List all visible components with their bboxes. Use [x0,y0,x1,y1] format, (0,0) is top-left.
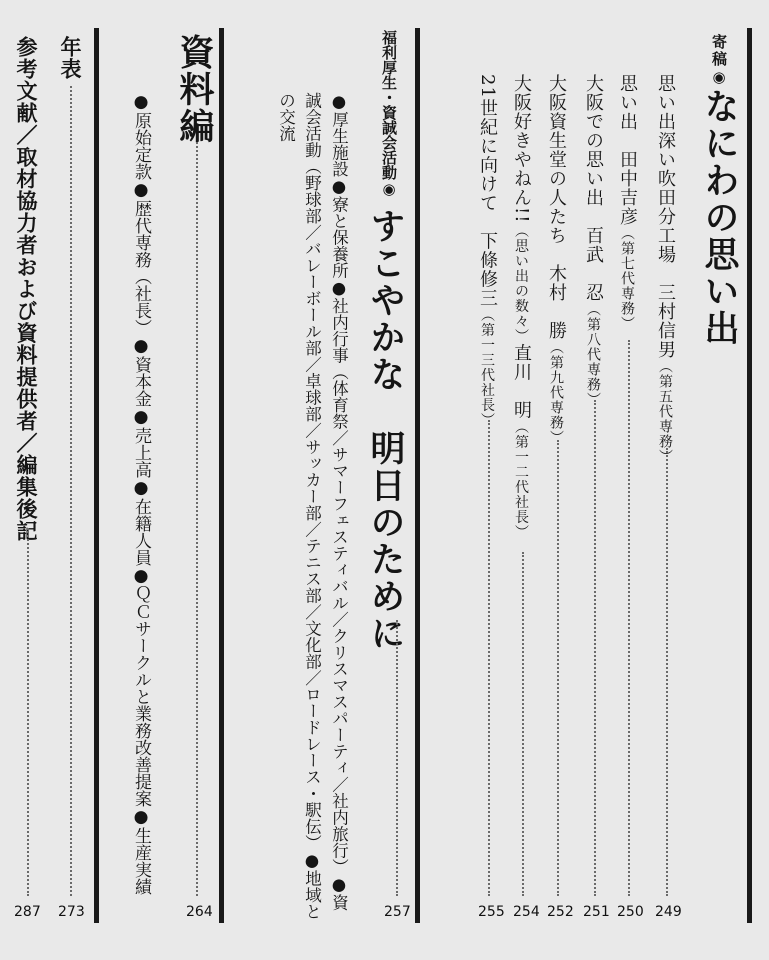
leader-dots-sanko [27,528,29,896]
toc-entry-4[interactable]: 大阪資生堂の人たち 木村 勝（第九代専務） [546,74,567,445]
page-number-3: 251 [583,904,610,920]
title-shiryo[interactable]: 資料編 [174,34,215,145]
fukuri-line-1: ●厚生施設●寮と保養所●社内行事（体育祭／サマーフェスティバル／クリスマスパーティ／社内旅行）●資 [329,92,349,911]
toc-entry-3[interactable]: 大阪での思い出 百武 忍（第八代専務） [583,74,604,407]
leader-dots-fukuri [396,620,398,896]
kicker-fukuri: 福利厚生・資誠会活動◉ [380,30,398,198]
page-number-1: 249 [655,904,682,920]
leader-dots-nenpyo [70,86,72,896]
leader-dots-5 [522,552,524,896]
leader-dots-1 [666,448,668,896]
page-number-sanko: 287 [14,904,41,920]
title-sanko[interactable]: 参考文献／取材協力者および資料提供者／編集後記 [14,36,39,542]
toc-entry-5[interactable]: 大阪好きやねん!!（思い出の数々）直川 明（第一二代社長） [511,74,532,540]
page-number-2: 250 [617,904,644,920]
fukuri-line-3: の交流 [276,92,296,142]
title-nenpyo[interactable]: 年表 [58,36,83,80]
shiryo-line: ●原始定款●歴代専務（社長）●資本金●売上高●在籍人員●ＱＣサークルと業務改善提案●生産実績 [131,92,151,895]
page-number-nenpyo: 273 [58,904,85,920]
leader-dots-3 [594,400,596,896]
page-number-shiryo: 264 [186,904,213,920]
leader-dots-4 [557,440,559,896]
page-number-6: 255 [478,904,505,920]
toc-entry-2[interactable]: 思い出 田中吉彦（第七代専務） [617,74,638,331]
page-number-fukuri: 257 [384,904,411,920]
section-rule-kiko [747,28,752,923]
fukuri-line-2: 誠会活動（野球部／バレーボール部／卓球部／サッカー部／テニス部／文化部／ロードレース・駅伝）●地域と [302,92,322,920]
toc-entry-6[interactable]: 21世紀に向けて 下條修三（第一三代社長） [477,74,498,428]
section-rule-shiryo [219,28,224,923]
title-kiko: なにわの思い出 [699,88,740,347]
page-number-4: 252 [547,904,574,920]
page-number-5: 254 [513,904,540,920]
kicker-kiko: 寄稿◉ [710,34,728,88]
leader-dots-shiryo [196,142,198,896]
section-rule-nenpyo [94,28,99,923]
title-fukuri[interactable]: すこやかな 明日のために [365,208,406,652]
section-rule-fukuri [415,28,420,923]
toc-entry-1[interactable]: 思い出深い吹田分工場 三村信男（第五代専務） [655,74,676,464]
leader-dots-6 [488,420,490,896]
leader-dots-2 [628,340,630,896]
section-title-kiko [699,34,740,347]
